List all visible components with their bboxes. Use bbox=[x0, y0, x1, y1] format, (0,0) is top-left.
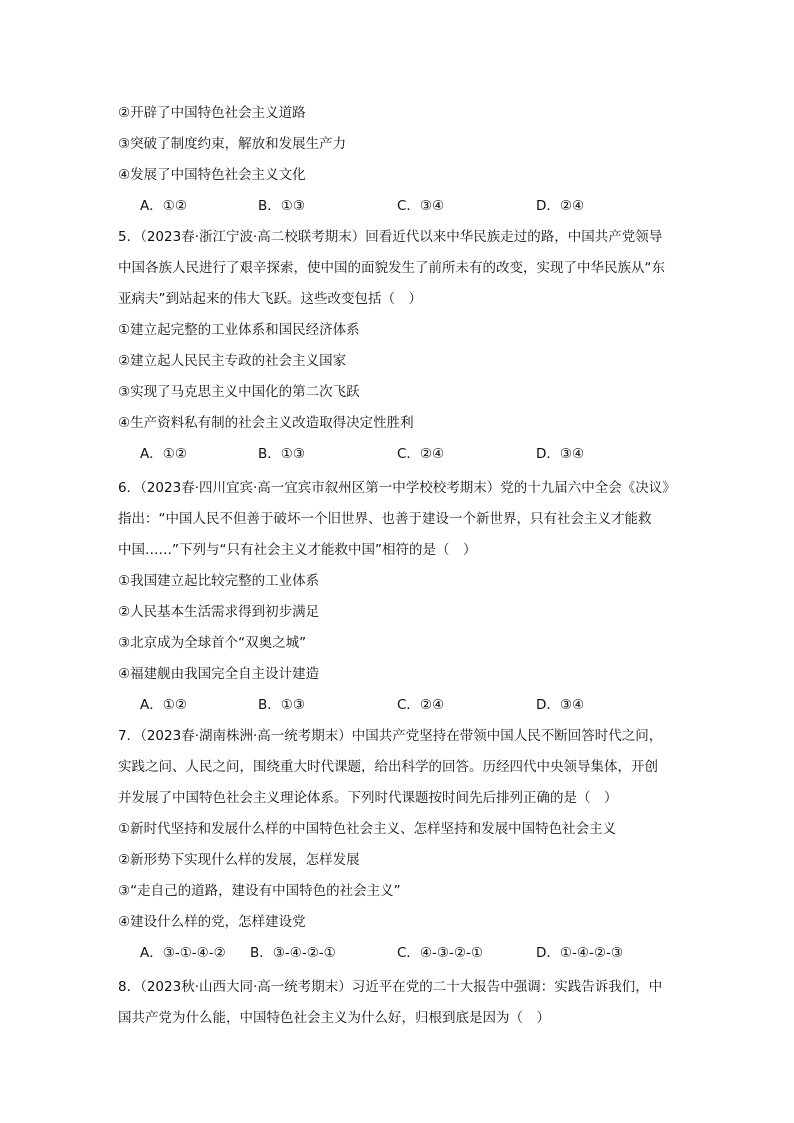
q5-option-c: C．②④ bbox=[397, 446, 445, 462]
q6-statement-2: ②人民基本生活需求得到初步满足 bbox=[118, 604, 320, 620]
q4-statement-3: ③突破了制度约束，解放和发展生产力 bbox=[118, 136, 347, 152]
q6-statement-4: ④福建舰由我国完全自主设计建造 bbox=[118, 666, 320, 682]
q8-stem-line-2: 国共产党为什么能，中国特色社会主义为什么好，归根到底是因为（ ） bbox=[118, 1010, 550, 1026]
q7-statement-3: ③“走自己的道路，建设有中国特色的社会主义” bbox=[118, 883, 401, 899]
q7-statement-1: ①新时代坚持和发展什么样的中国特色社会主义、怎样坚持和发展中国特色社会主义 bbox=[118, 821, 617, 837]
q5-statement-3: ③实现了马克思主义中国化的第二次飞跃 bbox=[118, 384, 360, 400]
q5-options bbox=[140, 444, 660, 464]
q4-option-c: C．③④ bbox=[397, 198, 445, 214]
q4-statement-2: ②开辟了中国特色社会主义道路 bbox=[118, 105, 306, 121]
q7-option-c: C．④-③-②-① bbox=[397, 945, 483, 961]
q7-options bbox=[140, 943, 660, 963]
q6-stem-line-2: 指出：“中国人民不但善于破坏一个旧世界、也善于建设一个新世界，只有社会主义才能救 bbox=[118, 511, 652, 527]
q7-stem-line-1: 7．（2023春·湖南株洲·高一统考期末）中国共产党坚持在带领中国人民不断回答时代之问， bbox=[118, 728, 663, 744]
q6-statement-1: ①我国建立起比较完整的工业体系 bbox=[118, 573, 320, 589]
q6-stem-line-1: 6．（2023春·四川宜宾·高一宜宾市叙州区第一中学校校考期末）党的十九届六中全会《决议》 bbox=[118, 480, 676, 496]
q4-option-b: B．①③ bbox=[258, 198, 305, 214]
q5-stem-line-3: 亚病夫”到站起来的伟大飞跃。这些改变包括（ ） bbox=[118, 291, 422, 307]
q5-option-a: A．①② bbox=[140, 446, 187, 462]
q5-option-d: D．③④ bbox=[536, 446, 585, 462]
q7-stem-line-3: 并发展了中国特色社会主义理论体系。下列时代课题按时间先后排列正确的是（ ） bbox=[118, 790, 618, 806]
q6-option-a: A．①② bbox=[140, 697, 187, 713]
q7-statement-2: ②新形势下实现什么样的发展，怎样发展 bbox=[118, 852, 360, 868]
q6-stem-line-3: 中国……”下列与“只有社会主义才能救中国”相符的是（ ） bbox=[118, 542, 477, 558]
q4-options bbox=[140, 196, 660, 216]
q6-option-d: D．③④ bbox=[536, 697, 585, 713]
q5-option-b: B．①③ bbox=[258, 446, 305, 462]
q6-options bbox=[140, 695, 660, 715]
q7-option-d: D．①-④-②-③ bbox=[536, 945, 623, 961]
q6-option-c: C．②④ bbox=[397, 697, 445, 713]
q5-statement-2: ②建立起人民民主专政的社会主义国家 bbox=[118, 353, 347, 369]
q7-stem-line-2: 实践之问、人民之问，围绕重大时代课题，给出科学的回答。历经四代中央领导集体，开创 bbox=[118, 759, 658, 775]
q6-option-b: B．①③ bbox=[258, 697, 305, 713]
q4-option-a: A．①② bbox=[140, 198, 187, 214]
q5-stem-line-2: 中国各族人民进行了艰辛探索，使中国的面貌发生了前所未有的改变，实现了中华民族从“东 bbox=[118, 260, 665, 276]
q7-option-b: B．③-④-②-① bbox=[250, 945, 336, 961]
q7-option-a: A．③-①-④-② bbox=[140, 945, 226, 961]
q6-statement-3: ③北京成为全球首个“双奥之城” bbox=[118, 635, 307, 651]
q4-statement-4: ④发展了中国特色社会主义文化 bbox=[118, 167, 306, 183]
q5-statement-4: ④生产资料私有制的社会主义改造取得决定性胜利 bbox=[118, 415, 414, 431]
q5-statement-1: ①建立起完整的工业体系和国民经济体系 bbox=[118, 322, 360, 338]
q7-statement-4: ④建设什么样的党，怎样建设党 bbox=[118, 914, 306, 930]
q4-option-d: D．②④ bbox=[536, 198, 585, 214]
q8-stem-line-1: 8．（2023秋·山西大同·高一统考期末）习近平在党的二十大报告中强调：实践告诉我们，中 bbox=[118, 979, 663, 995]
q5-stem-line-1: 5．（2023春·浙江宁波·高二校联考期末）回看近代以来中华民族走过的路，中国共产党领导 bbox=[118, 229, 663, 245]
